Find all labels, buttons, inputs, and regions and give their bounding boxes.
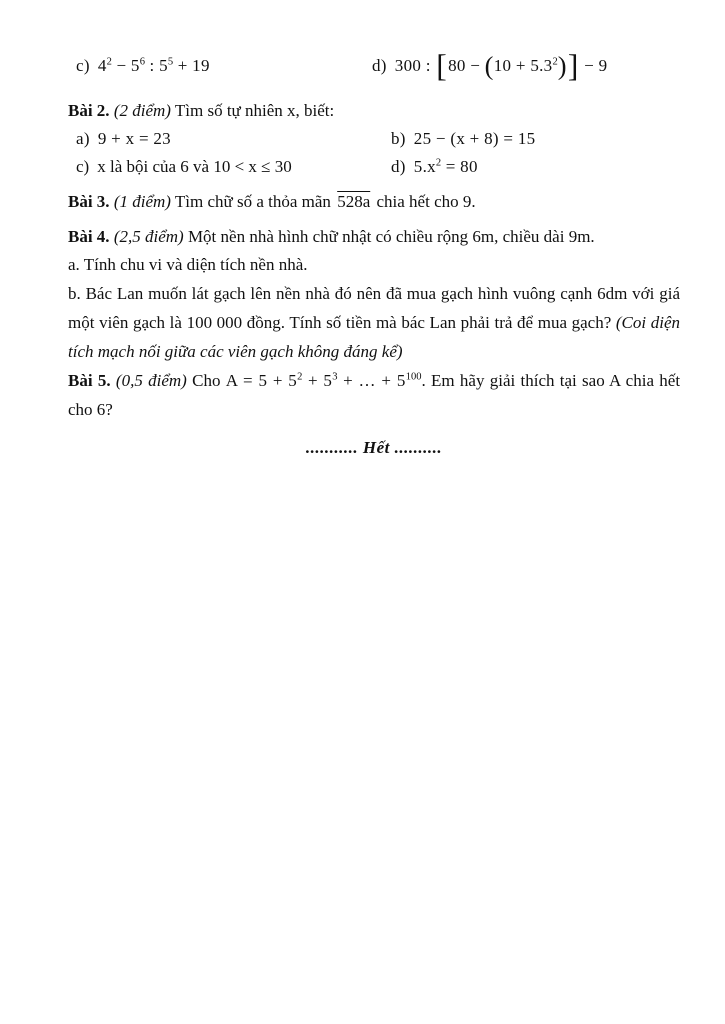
item-label: c) [76, 157, 90, 176]
bai2-item-d [391, 153, 680, 181]
exercise-points: (1 điểm) [113, 192, 171, 211]
left-paren: ( [484, 51, 494, 81]
exercise-text: Tìm chữ số a thỏa mãn [174, 192, 331, 211]
math-seg: = 80 [441, 157, 478, 176]
end-of-exam-marker [68, 438, 680, 458]
bai2-item-b [391, 125, 680, 153]
exercise-points: (2 điểm) [113, 101, 171, 120]
bai2-item-a [76, 125, 391, 153]
exercise-number: Bài 3. [68, 192, 110, 211]
bai2-heading [68, 97, 680, 125]
item-label: b) [391, 129, 406, 148]
right-bracket: ] [567, 48, 579, 84]
document-content [68, 42, 680, 475]
part-b-text: b. Bác Lan muốn lát gạch lên nền nhà đó nên đã mua gạch hình vuông cạnh 6dm với giá một viên gạch là 100 000 đồng. Tính số tiền mà bác Lan phải trả để mua gạch? [68, 284, 680, 332]
item-text: x là bội của 6 và 10 < x ≤ 30 [97, 157, 292, 176]
bai4-part-a: a. Tính chu vi và diện tích nền nhà. [68, 255, 308, 274]
bai3-heading [68, 188, 680, 216]
bai4-heading [68, 223, 680, 251]
math-exponent: 3 [332, 371, 338, 383]
math-exponent: 6 [139, 56, 145, 68]
math-seg: + … + 5 [337, 371, 406, 390]
math-seg: − 5 [111, 56, 140, 75]
exercise-number: Bài 5. [68, 371, 111, 390]
math-seg: + 5 [302, 371, 333, 390]
item-label: a) [76, 129, 90, 148]
bai2-row-ab [68, 125, 680, 153]
exercise1-item-c [76, 52, 372, 80]
math-exponent: 2 [106, 56, 112, 68]
exercise-intro: Một nền nhà hình chữ nhật có chiều rộng 6m, chiều dài 9m. [187, 227, 595, 246]
right-paren: ) [557, 51, 567, 81]
exercise1-row-cd [68, 42, 680, 90]
exercise-points: (0,5 điểm) [115, 371, 187, 390]
left-bracket: [ [436, 48, 448, 84]
bai2-item-c [76, 153, 391, 181]
item-label: d) [391, 157, 406, 176]
exercise-number: Bài 2. [68, 101, 110, 120]
exercise-text: Cho [192, 371, 221, 390]
math-seg: 10 + 5.3 [493, 56, 553, 75]
exercise-points: (2,5 điểm) [113, 227, 184, 246]
math-exponent: 5 [167, 56, 174, 68]
math-exponent: 100 [405, 371, 422, 383]
math-seg: + 19 [173, 56, 210, 75]
math-exponent: 2 [552, 56, 558, 68]
math-seg: : 5 [144, 56, 168, 75]
exercise-text: chia hết cho 9. [376, 192, 476, 211]
math-seg: 4 [97, 56, 107, 75]
math-exponent: 2 [297, 371, 303, 383]
bai4-part-b [68, 279, 680, 366]
math-seg: 9 + x = 23 [97, 129, 171, 148]
overline-number: 528a [337, 192, 371, 211]
math-seg: 80 − [448, 56, 485, 75]
math-seg: A = 5 + 5 [225, 371, 298, 390]
item-label: c) [76, 56, 90, 75]
exercise-text: . Em hãy giải thích tại sao A chia hết cho 6? [68, 371, 681, 419]
math-exponent: 2 [435, 157, 442, 169]
math-seg: 300 : [394, 56, 436, 75]
het-label: Hết [362, 438, 390, 457]
math-seg: 25 − (x + 8) = 15 [413, 129, 536, 148]
bai2-row-cd [68, 153, 680, 181]
part-b-note: (Coi diện tích mạch nối giữa các viên gạch không đáng kể) [68, 313, 681, 361]
math-expression [226, 371, 422, 390]
bai5-paragraph [68, 366, 680, 424]
exercise-intro: Tìm số tự nhiên x, biết: [174, 101, 335, 120]
dots-left: ........... [305, 438, 359, 457]
dots-right: .......... [394, 438, 443, 457]
math-seg: 5.x [413, 157, 436, 176]
exercise1-item-d [372, 48, 680, 84]
math-seg: − 9 [579, 56, 608, 75]
item-label: d) [372, 56, 387, 75]
exercise-number: Bài 4. [68, 227, 110, 246]
